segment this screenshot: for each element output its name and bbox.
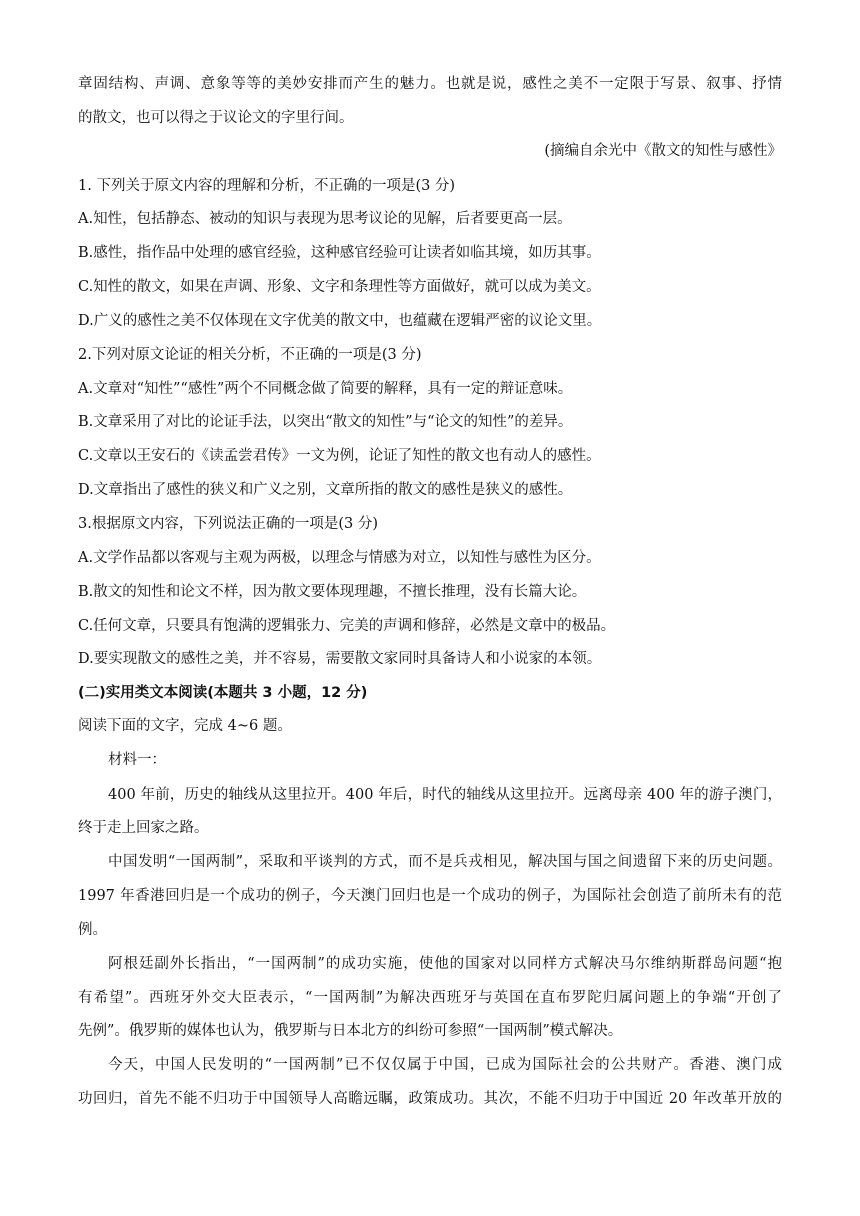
question-1-option-a: A.知性，包括静态、被动的知识与表现为思考议论的见解，后者要更高一层。 (78, 211, 572, 227)
section-heading: (二)实用类文本阅读(本题共 3 小题，12 分) (78, 685, 368, 701)
paragraph-1-line-1: 400 年前，历史的轴线从这里拉开。400 年后，时代的轴线从这里拉开。远离母亲 400 年的游子澳门， (108, 787, 782, 803)
question-3-option-c: C.任何文章，只要具有饱满的逻辑张力、完美的声调和修辞，必然是文章中的极品。 (78, 618, 616, 634)
question-1-stem: 1. 下列关于原文内容的理解和分析，不正确的一项是(3 分) (78, 178, 456, 194)
question-3-option-d: D.要实现散文的感性之美，并不容易，需要散文家同时具备诗人和小说家的本领。 (78, 651, 602, 667)
paragraph-3-line-2: 有希望”。西班牙外交大臣表示，“一国两制”为解决西班牙与英国在直布罗陀归属问题上的争端“开创了 (78, 990, 782, 1006)
question-1-option-c: C.知性的散文，如果在声调、形象、文字和条理性等方面做好，就可以成为美文。 (78, 279, 601, 295)
question-2-option-a: A.文章对“知性”“感性”两个不同概念做了简要的解释，具有一定的辩证意味。 (78, 381, 573, 397)
question-1-option-b: B.感性，指作品中处理的感官经验，这种感官经验可让读者如临其境，如历其事。 (78, 245, 601, 261)
paragraph-2-line-1: 中国发明“一国两制”，采取和平谈判的方式，而不是兵戎相见，解决国与国之间遗留下来的历史问题。 (108, 854, 782, 870)
paragraph-3-line-1: 阿根廷副外长指出，“一国两制”的成功实施，使他的国家对以同样方式解决马尔维纳斯群岛问题“抱 (108, 956, 782, 972)
question-2-stem: 2.下列对原文论证的相关分析，不正确的一项是(3 分) (78, 347, 422, 363)
question-2-option-b: B.文章采用了对比的论证手法，以突出“散文的知性”与“论文的知性”的差异。 (78, 414, 573, 430)
paragraph-2-line-3: 例。 (78, 922, 107, 938)
question-1-option-d: D.广义的感性之美不仅体现在文字优美的散文中，也蕴藏在逻辑严密的议论文里。 (78, 313, 602, 329)
paragraph-4-line-1: 今天，中国人民发明的“一国两制”已不仅仅属于中国，已成为国际社会的公共财产。香港、澳门成 (108, 1057, 782, 1073)
passage-source: (摘编自余光中《散文的知性与感性》 (544, 143, 782, 159)
question-2-option-d: D.文章指出了感性的狭义和广义之别，文章所指的散文的感性是狭义的感性。 (78, 482, 573, 498)
paragraph-1-line-2: 终于走上回家之路。 (78, 820, 209, 836)
paragraph-2-line-2: 1997 年香港回归是一个成功的例子，今天澳门回归也是一个成功的例子，为国际社会创造了前所未有的范 (78, 888, 782, 904)
question-3-stem: 3.根据原文内容，下列说法正确的一项是(3 分) (78, 516, 378, 532)
material-label: 材料一： (108, 752, 166, 768)
question-3-option-a: A.文学作品都以客观与主观为两极，以理念与情感为对立，以知性与感性为区分。 (78, 550, 601, 566)
paragraph-3-line-3: 先例”。俄罗斯的媒体也认为，俄罗斯与日本北方的纠纷可参照“一国两制”模式解决。 (78, 1023, 623, 1039)
question-2-option-c: C.文章以王安石的《读孟尝君传》一文为例，论证了知性的散文也有动人的感性。 (78, 448, 601, 464)
passage-end-line-2: 的散文，也可以得之于议论文的字里行间。 (78, 110, 354, 126)
section-instruction: 阅读下面的文字，完成 4~6 题。 (78, 718, 292, 734)
question-3-option-b: B.散文的知性和论文不样，因为散文要体现理趣，不擅长推理，没有长篇大论。 (78, 584, 587, 600)
paragraph-4-line-2: 功回归，首先不能不归功于中国领导人高瞻远瞩，政策成功。其次，不能不归功于中国近 20 年改革开放的 (78, 1091, 782, 1107)
passage-end-line-1: 章固结构、声调、意象等等的美妙安排而产生的魅力。也就是说，感性之美不一定限于写景、叙事、抒情 (78, 76, 782, 92)
